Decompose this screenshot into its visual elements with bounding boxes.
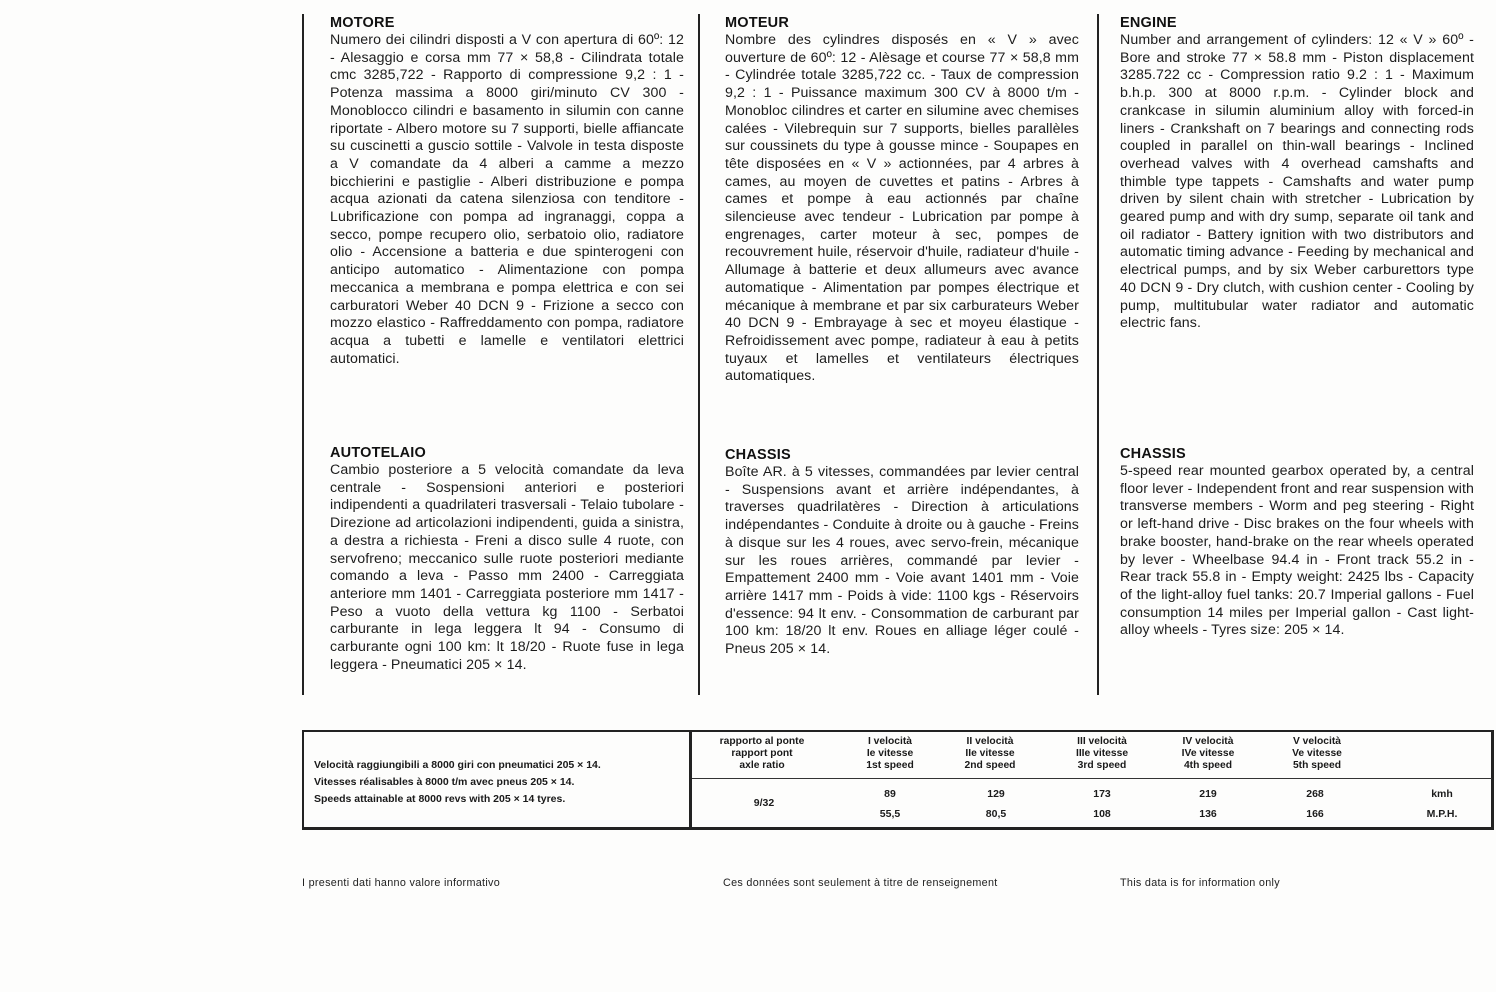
heading-autotelaio: AUTOTELAIO	[330, 445, 426, 461]
table-divider-horizontal	[692, 778, 1492, 779]
column-divider-middle	[698, 14, 700, 695]
gear-header-3-it: III velocità	[1077, 736, 1127, 747]
section-autotelaio	[330, 444, 684, 674]
speed-table	[302, 730, 1494, 830]
heading-motore: MOTORE	[330, 15, 395, 31]
text-engine: Number and arrangement of cylinders: 12 « V » 60º - Bore and stroke 77 × 58.8 mm - Piston displacement 3285.722 cc - Compression ratio 9.2 : 1 - Maximum b.h.p. 300 at 8000 r.p.m. - Cylinder block and crankcase in silumin aluminium alloy with forced-in liners - Crankshaft on 7 bearings and connecting rods coupled in parallel on thin-wall bearings - Inclined overhead valves with 4 overhead camshafts and thimble type tappets - Camshafts and water pump driven by silent chain with stretcher - Lubrication by geared pump and with dry sump, separate oil tank and oil radiator - Battery ignition with two distributors and automatic timing advance - Feeding by mechanical and electrical pumps, and by six Weber carburettors type 40 DCN 9 - Dry clutch, with cushion center - Cooling by pump, multitubular water radiator and automatic electric fans.	[1120, 32, 1474, 332]
speed-caption-fr: Vitesses réalisables à 8000 t/m avec pneus 205 × 14.	[314, 776, 575, 788]
text-chassis-fr: Boîte AR. à 5 vitesses, commandées par levier central - Suspensions avant et arrière indépendantes, à traverses quadrilatères - Direction à articulations indépendantes - Conduite à droite ou à gauche - Freins à disque sur les 4 roues, avec servo-frein, mécanique sur les roues arrières, commandé par levier - Empattement 2400 mm - Voie avant 1401 mm - Voie arrière 1417 mm - Poids à vide: 1100 kgs - Réservoirs d'essence: 94 lt env. - Consommation de carburant par 100 km: 18/20 lt env. Roues en alliage léger coulé - Pneus 205 × 14.	[725, 464, 1079, 658]
gear-3-mph: 108	[1093, 808, 1111, 820]
text-motore: Numero dei cilindri disposti a V con apertura di 60º: 12 - Alesaggio e corsa mm 77 × 58,8 - Cilindrata totale cmc 3285,722 - Rapporto di compressione 9,2 : 1 - Potenza massima a 8000 giri/minuto CV 300 - Monoblocco cilindri e basamento in silumin con canne riportate - Albero motore su 7 supporti, bielle affiancate su cuscinetti a guscio sottile - Valvole in testa disposte a V comandate da 4 alberi a camme a mezzo bicchierini e pastiglie - Alberi distribuzione e pompa acqua azionati da catena silenziosa con tenditore - Lubrificazione con pompa ad ingranaggi, coppa a secco, pompe recupero olio, serbatoio olio, radiatore olio - Accensione a batteria e due spinterogeni con anticipo automatico - Alimentazione con pompa meccanica a membrana e pompa elettrica e con sei carburatori Weber 40 DCN 9 - Frizione a secco con mozzo elastico - Raffreddamento con pompa, radiatore acqua a tubetti e lamelle e ventilatori elettrici automatici.	[330, 32, 684, 367]
gear-header-4	[1168, 736, 1248, 772]
gear-5-mph: 166	[1306, 808, 1324, 820]
gear-header-2-it: II velocità	[966, 736, 1014, 747]
text-moteur: Nombre des cylindres disposés en « V » avec ouverture de 60º: 12 - Alèsage et course 77 × 58,8 mm - Cylindrée totale 3285,722 cc. - Taux de compression 9,2 : 1 - Puissance maximum 300 CV à 8000 t/m - Monobloc cilindres et carter en silumine avec chemises calées - Vilebrequin sur 7 supports, bielles parallèles sur coussinets du type à gousse mince - Soupapes en tête disposées en « V » actionnées, par 4 arbres à cames, au moyen de cuvettes et patins - Arbres à cames et pompe à eau actionnés par chaîne silencieuse avec tendeur - Lubrication par pompe à engrenages, carter moteur à sec, pompes de recouvrement huile, réservoir d'huile, radiateur d'huile - Allumage à batterie et deux allumeurs avec avance automatique - Alimentation par pompes électrique et mécanique à membrane et par six carburateurs Weber 40 DCN 9 - Embrayage à sec et moyeu élastique - Refroidissement avec pompe, radiateur à eau à petits tuyaux et lamelles et ventilateurs électriques automatiques.	[725, 32, 1079, 385]
column-french	[725, 14, 1079, 704]
gear-5-kmh: 268	[1306, 788, 1324, 800]
footer-fr: Ces données sont seulement à titre de renseignement	[723, 877, 998, 889]
gear-header-4-it: IV velocità	[1182, 736, 1234, 747]
footer-en: This data is for information only	[1120, 877, 1280, 889]
gear-2-kmh: 129	[987, 788, 1005, 800]
speed-caption	[314, 757, 684, 808]
heading-engine: ENGINE	[1120, 15, 1177, 31]
heading-chassis-fr: CHASSIS	[725, 447, 791, 463]
gear-header-1	[850, 736, 930, 772]
gear-header-2-en: 2nd speed	[964, 760, 1016, 771]
heading-moteur: MOTEUR	[725, 15, 790, 31]
unit-kmh: kmh	[1431, 788, 1453, 800]
speed-caption-it: Velocità raggiungibili a 8000 giri con pneumatici 205 × 14.	[314, 759, 601, 771]
gear-header-1-fr: Ie vitesse	[866, 748, 914, 759]
unit-mph: M.P.H.	[1426, 808, 1458, 820]
speed-caption-en: Speeds attainable at 8000 revs with 205 × 14 tyres.	[314, 793, 566, 805]
gear-header-3	[1062, 736, 1142, 772]
gear-3-kmh: 173	[1093, 788, 1111, 800]
column-divider-left	[302, 14, 304, 695]
table-divider-vertical	[689, 730, 692, 830]
gear-header-4-fr: IVe vitesse	[1181, 748, 1235, 759]
gear-1-mph: 55,5	[879, 808, 901, 820]
gear-header-1-en: 1st speed	[866, 760, 914, 771]
ratio-value: 9/32	[753, 797, 775, 809]
column-italian	[330, 14, 684, 704]
gear-header-2	[950, 736, 1030, 772]
gear-header-3-fr: IIIe vitesse	[1075, 748, 1129, 759]
gear-header-5-en: 5th speed	[1292, 760, 1342, 771]
heading-chassis-en: CHASSIS	[1120, 446, 1186, 462]
footer-it: I presenti dati hanno valore informativo	[302, 877, 501, 889]
text-autotelaio: Cambio posteriore a 5 velocità comandate da leva centrale - Sospensioni anteriori e posteriori indipendenti a quadrilateri trasversali - Telaio tubolare - Direzione ad articolazioni indipendenti, guida a sinistra, a destra a richiesta - Freni a disco sulle 4 ruote, con servofreno; meccanico sulle ruote posteriori mediante comando a leva - Passo mm 2400 - Carreggiata anteriore mm 1401 - Carreggiata posteriore mm 1417 - Peso a vuoto della vettura kg 1100 - Serbatoi carburante in lega leggera lt 94 - Consumo di carburante ogni 100 km: lt 18/20 - Ruote fuse in lega leggera - Pneumatici 205 × 14.	[330, 462, 684, 673]
column-divider-right	[1097, 14, 1099, 695]
ratio-header-it: rapporto al ponte	[719, 736, 805, 747]
section-chassis-en	[1120, 445, 1474, 640]
gear-header-3-en: 3rd speed	[1077, 760, 1127, 771]
gear-header-5-fr: Ve vitesse	[1292, 748, 1342, 759]
table-divider-right	[1491, 730, 1494, 830]
gear-header-5	[1277, 736, 1357, 772]
column-english	[1120, 14, 1474, 704]
ratio-header	[702, 736, 822, 772]
gear-4-mph: 136	[1199, 808, 1217, 820]
gear-header-1-it: I velocità	[867, 736, 913, 747]
gear-header-4-en: 4th speed	[1183, 760, 1233, 771]
text-chassis-en: 5-speed rear mounted gearbox operated by, a central floor lever - Independent front and rear suspension with transverse members - Worm and peg steering - Right or left-hand drive - Disc brakes on the four wheels with brake booster, hand-brake on the rear wheels operated by lever - Wheelbase 94.4 in - Front track 55.2 in - Rear track 55.8 in - Empty weight: 2425 lbs - Capacity of the light-alloy fuel tanks: 20.7 Imperial gallons - Fuel consumption 14 miles per Imperial gallon - Cast light-alloy wheels - Tyres size: 205 × 14.	[1120, 463, 1474, 639]
gear-2-mph: 80,5	[985, 808, 1007, 820]
ratio-header-fr: rapport pont	[731, 748, 793, 759]
ratio-header-en: axle ratio	[739, 760, 785, 771]
gear-header-5-it: V velocità	[1292, 736, 1342, 747]
section-chassis-fr	[725, 446, 1079, 659]
gear-1-kmh: 89	[884, 788, 896, 800]
gear-4-kmh: 219	[1199, 788, 1217, 800]
gear-header-2-fr: IIe vitesse	[965, 748, 1015, 759]
